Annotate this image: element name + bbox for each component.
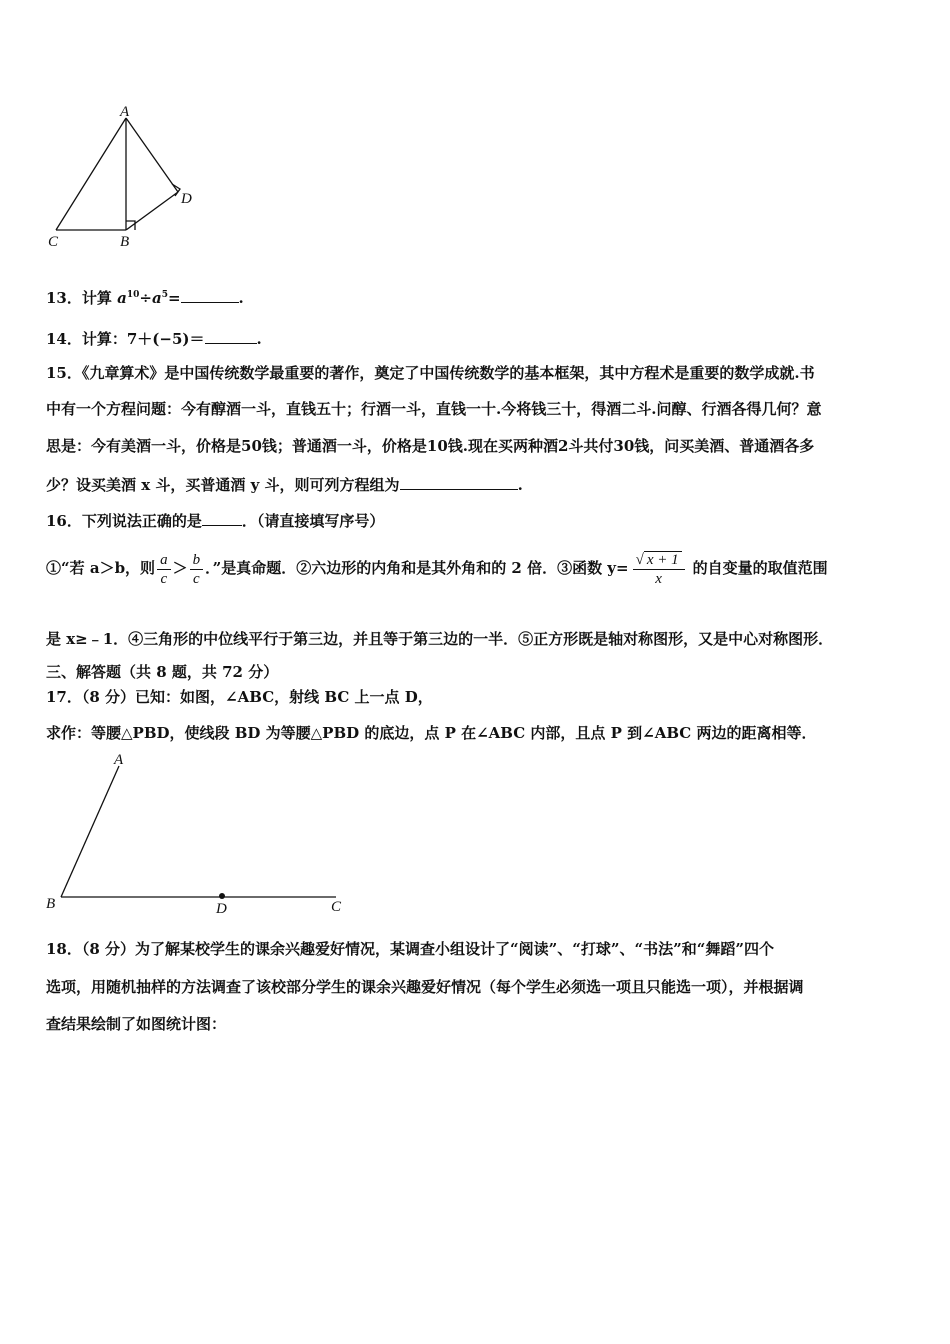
question-16-title: 16．下列说法正确的是 ．（请直接填写序号） [46,509,384,531]
label-d: D [181,191,192,207]
answer-blank-16[interactable] [202,509,242,526]
fraction-a-over-c: $\frac{a}{c}$ [157,551,171,588]
question-15-line-4: 少？设买美酒 x 斗，买普通酒 y 斗，则可列方程组为 . [46,473,523,495]
question-13: 13．计算 $a^{10}\div a^5=$ . [46,286,244,308]
angle-figure [40,748,360,920]
question-17-line-1: 17．（8 分）已知：如图，∠ABC，射线 BC 上一点 D， [46,688,433,706]
label-a: A [114,752,124,768]
label-d: D [216,901,227,917]
question-18-line-2: 选项，用随机抽样的方法调查了该校部分学生的课余兴趣爱好情况（每个学生必须选一项且只能选一项），并根据调 [46,978,804,996]
label-c: C [48,234,59,250]
question-16-statements: ①“若 a＞b，则 $\frac{a}{c}$ ＞ $\frac{b}{c}$ ．”是真命题．②六边形的内角和是其外角和的 2 倍．③函数 y= $\frac{√ x + 1}{x}$ 的自变量的取值范围 [46,551,828,587]
question-15-line-3: 思是：今有美酒一斗，价格是50钱；普通酒一斗，价格是10钱.现在买两种酒2斗共付30钱，问买美酒、普通酒各多 [46,437,815,455]
answer-blank-14[interactable] [205,327,257,344]
fraction-b-over-c: $\frac{b}{c}$ [190,551,204,588]
label-c: C [331,899,342,915]
section-3-title: 三、解答题（共 8 题，共 72 分） [46,663,279,681]
answer-blank-13[interactable] [181,286,239,303]
label-a: A [120,104,130,120]
question-14: 14．计算：7＋(−5)＝ . [46,327,262,349]
question-18-line-3: 查结果绘制了如图统计图： [46,1015,227,1033]
triangle-figure [40,100,210,260]
question-16-line-3: 是 x≥﹣1．④三角形的中位线平行于第三边，并且等于第三边的一半．⑤正方形既是轴对称图形，又是中心对称图形． [46,630,834,648]
function-fraction: $\frac{√ x + 1}{x}$ [633,551,685,588]
question-15-line-2: 中有一个方程问题：今有醇酒一斗，直钱五十；行酒一斗，直钱一十.今将钱三十，得酒二斗.问醇、行酒各得几何？意 [46,400,822,418]
point-d [219,893,225,899]
label-b: B [46,896,56,912]
question-18-line-1: 18．（8 分）为了解某校学生的课余兴趣爱好情况，某调查小组设计了“阅读”、“打球”、“书法”和“舞蹈”四个 [46,940,775,958]
question-17-line-2: 求作：等腰△PBD，使线段 BD 为等腰△PBD 的底边，点 P 在∠ABC 内部，且点 P 到∠ABC 两边的距离相等． [46,724,817,742]
label-b: B [120,234,130,250]
question-15-line-1: 15．《九章算术》是中国传统数学最重要的著作，奠定了中国传统数学的基本框架，其中方程术是重要的数学成就.书 [46,364,815,382]
answer-blank-15[interactable] [400,473,518,490]
